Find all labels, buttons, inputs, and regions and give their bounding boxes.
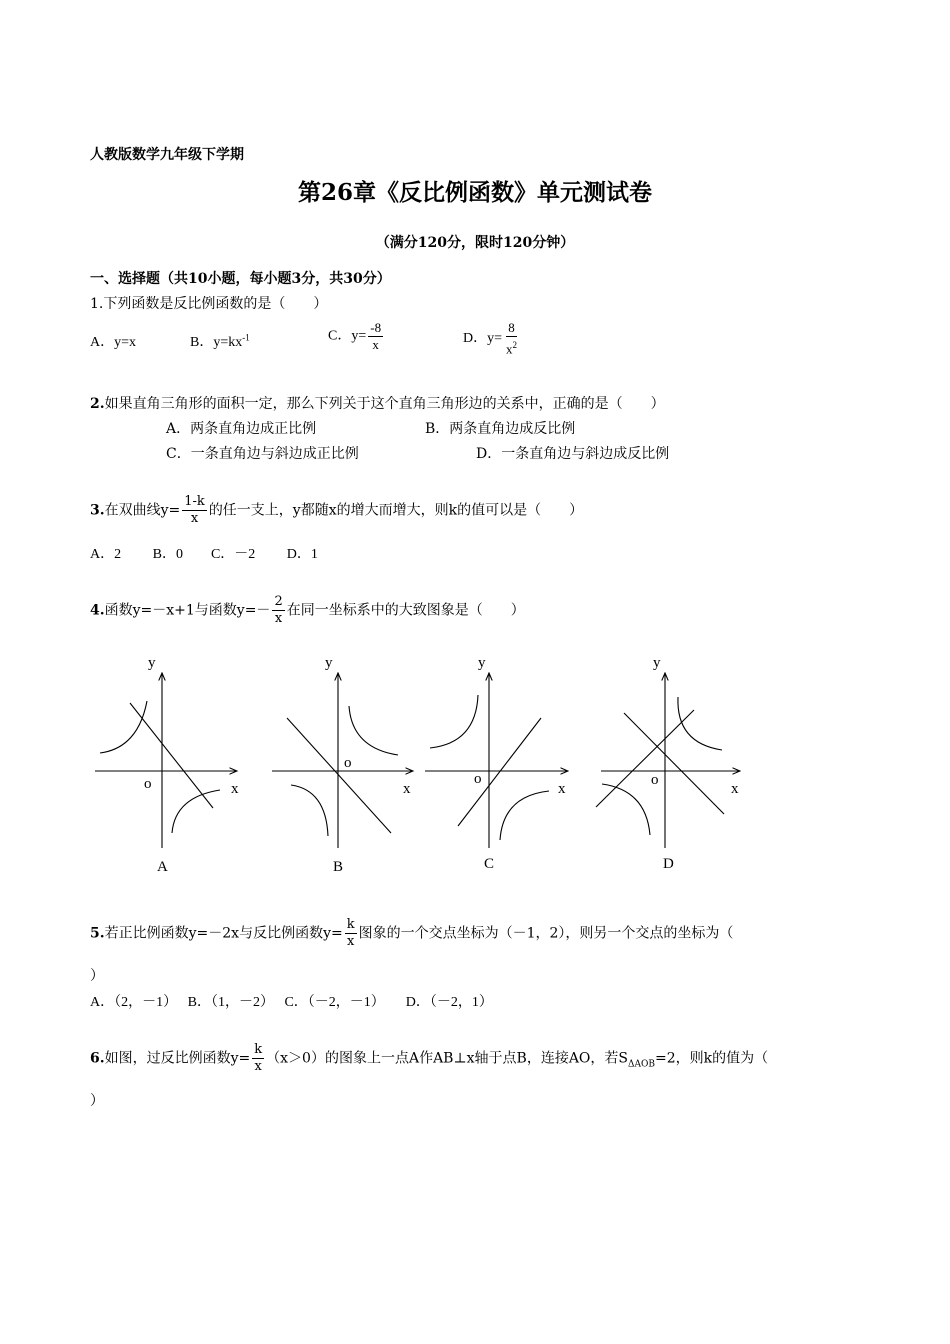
q1-option-a: A．y=x — [90, 335, 137, 350]
exam-note: （满分120分，限时120分钟） — [375, 235, 575, 251]
q1-option-b: B．$y=kx^{-1}$ — [190, 332, 250, 350]
q5-close-paren: ） — [90, 968, 104, 984]
graph-c-y-label: y — [478, 655, 486, 671]
graph-c-origin: o — [474, 771, 482, 787]
q6-close-paren: ） — [90, 1093, 104, 1109]
q2-option-b: B．两条直角边成反比例 — [425, 421, 576, 437]
q5-options: A．（2，－1） B．（1，－2） C．（－2，－1） D．（－2，1） — [90, 995, 493, 1010]
graph-c-label: C — [484, 856, 495, 872]
q2-option-c: C．一条直角边与斜边成正比例 — [166, 446, 359, 462]
graph-a — [95, 673, 237, 848]
question-2-stem: 2.如果直角三角形的面积一定，那么下列关于这个直角三角形边的关系中，正确的是（ ） — [90, 396, 665, 412]
graph-b-y-label: y — [325, 655, 333, 671]
graph-a-y-label: y — [148, 655, 156, 671]
question-6-stem: 6.如图，过反比例函数y= $\frac{k}{x}$ （x＞0）的图象上一点A作AB⊥x轴于点B，连接AO，若$S_{\Delta AOB}=2$，则k的值为（ — [90, 1042, 769, 1074]
graph-c — [425, 673, 568, 848]
graph-d-label: D — [663, 856, 674, 872]
graph-a-origin: o — [144, 776, 152, 792]
section-heading: 一、选择题（共10小题，每小题3分，共30分） — [90, 271, 391, 287]
graph-a-label: A — [157, 859, 168, 875]
subtitle: 人教版数学九年级下学期 — [90, 147, 244, 163]
question-1-stem: 1.下列函数是反比例函数的是（ ） — [90, 296, 328, 312]
q3-options: A．2 B．0 C．－2 D．1 — [90, 547, 318, 562]
question-3-stem: 3.在双曲线y= $\frac{1-k}{x}$ 的任一支上，y都随x的增大而增大，则k的值可以是（ ） — [90, 494, 584, 526]
q1-option-c: C．y= $\frac{-8}{x}$ — [328, 320, 382, 352]
page-title: 第26章《反比例函数》单元测试卷 — [297, 179, 652, 206]
graph-d-origin: o — [651, 772, 659, 788]
question-4-stem: 4.函数y=－x+1与函数y=－ $\frac{2}{x}$ 在同一坐标系中的大致图象是（ ） — [90, 594, 525, 626]
graph-b — [272, 673, 413, 848]
graph-a-x-label: x — [231, 781, 239, 797]
question-5-stem: 5.若正比例函数y=－2x与反比例函数y= $\frac{k}{x}$ 图象的一个交点坐标为（－1，2），则另一个交点的坐标为（ — [90, 917, 734, 949]
graph-b-label: B — [333, 859, 344, 875]
graph-b-x-label: x — [403, 781, 411, 797]
graph-d-y-label: y — [653, 655, 661, 671]
q2-option-a: A．两条直角边成正比例 — [166, 421, 317, 437]
graph-d-x-label: x — [731, 781, 739, 797]
q4-graphs — [0, 645, 950, 885]
graph-d — [596, 673, 740, 848]
q2-option-d: D．一条直角边与斜边成反比例 — [476, 446, 670, 462]
graph-b-origin: o — [344, 755, 352, 771]
q1-option-d: D．y= $\frac{8}{x^2}$ — [463, 320, 518, 357]
graph-c-x-label: x — [558, 781, 566, 797]
